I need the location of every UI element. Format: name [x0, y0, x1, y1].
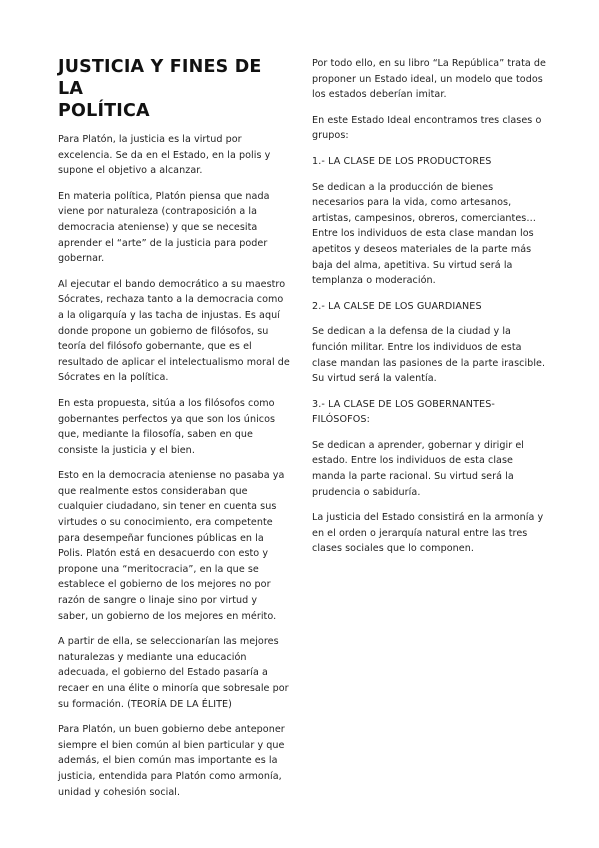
paragraph-philosopher-government: Al ejecutar el bando democrático a su maestro Sócrates, rechaza tanto a la democracia como a la oligarquía y las tacha de injustas. Es aquí donde propone un gobierno de filósofos, su teoría del filósofo gobernante, que es el resultado de aplicar el intelectualismo moral de Sócrates en la política.: [58, 278, 290, 384]
paragraph-meritocracy: Esto en la democracia ateniense no pasaba ya que realmente estos consideraban que cualquier ciudadano, sin tener en cuenta sus virtudes o su conocimiento, era competente para desempeñar funciones públicas en la Polis. Platón está en desacuerdo con esto y propone una “meritocracia”, en la que se establece el gobierno de los mejores no por razón de sangre o linaje sino por virtud y saber, un gobierno de los mejores en mérito.: [58, 470, 285, 622]
heading-guardians: 2.- LA CALSE DE LOS GUARDIANES: [312, 300, 482, 312]
paragraph-common-good: Para Platón, un buen gobierno debe anteponer siempre el bien común al bien particular y que además, el bien común mas importante es la justicia, entendida para Platón como armonía, unidad y cohesión social.: [58, 724, 285, 798]
paragraph-justice-virtue: Para Platón, la justicia es la virtud por excelencia. Se da en el Estado, en la polis y supone el objetivo a alcanzar.: [58, 134, 271, 177]
paragraph-rulers: Se dedican a aprender, gobernar y dirigir el estado. Entre los individuos de esta clase manda la parte racional. Su virtud será la prudencia o sabiduría.: [312, 439, 525, 498]
left-column: [58, 56, 290, 810]
paragraph-producers: Se dedican a la producción de bienes necesarios para la vida, como artesanos, artistas, campesinos, obreros, comerciantes… Entre los individuos de esta clase mandan los apetitos y deseos materiales de la parte más baja del alma, apetitiva. Su virtud será la templanza o moderación.: [312, 181, 536, 287]
paragraph-three-classes: En este Estado Ideal encontramos tres clases o grupos:: [312, 114, 542, 142]
paragraph-republic: Por todo ello, en su libro “La República” trata de proponer un Estado ideal, un modelo que todos los estados deberían imitar.: [312, 58, 546, 101]
paragraph-conclusion: La justicia del Estado consistirá en la armonía y en el orden o jerarquía natural entre las tres clases sociales que lo componen.: [312, 512, 544, 555]
paragraph-politics-art: En materia política, Platón piensa que nada viene por naturaleza (contraposición a la democracia ateniense) y que se necesita aprender el “arte” de la justicia para poder gobernar.: [58, 190, 270, 265]
title-line-1: JUSTICIA Y FINES DE LA: [58, 57, 262, 99]
page-title: [58, 56, 290, 122]
paragraph-philosophers-rulers: En esta propuesta, sitúa a los filósofos como gobernantes perfectos ya que son los únicos que, mediante la filosofía, saben en que consiste la justicia y el bien.: [58, 397, 276, 456]
paragraph-elite-theory: A partir de ella, se seleccionarían las mejores naturalezas y mediante una educación adecuada, el gobierno del Estado pasaría a recaer en una élite o minoría que sobresale por su formación. (TEORÍA DE LA ÉLITE): [58, 636, 289, 710]
heading-producers: 1.- LA CLASE DE LOS PRODUCTORES: [312, 155, 492, 167]
heading-rulers: 3.- LA CLASE DE LOS GOBERNANTES-FILÓSOFOS:: [312, 398, 495, 426]
title-line-2: POLÍTICA: [58, 101, 150, 121]
paragraph-guardians: Se dedican a la defensa de la ciudad y la función militar. Entre los individuos de esta clase mandan las pasiones de la parte irascible. Su virtud será la valentía.: [312, 326, 546, 385]
right-column: [312, 56, 548, 567]
